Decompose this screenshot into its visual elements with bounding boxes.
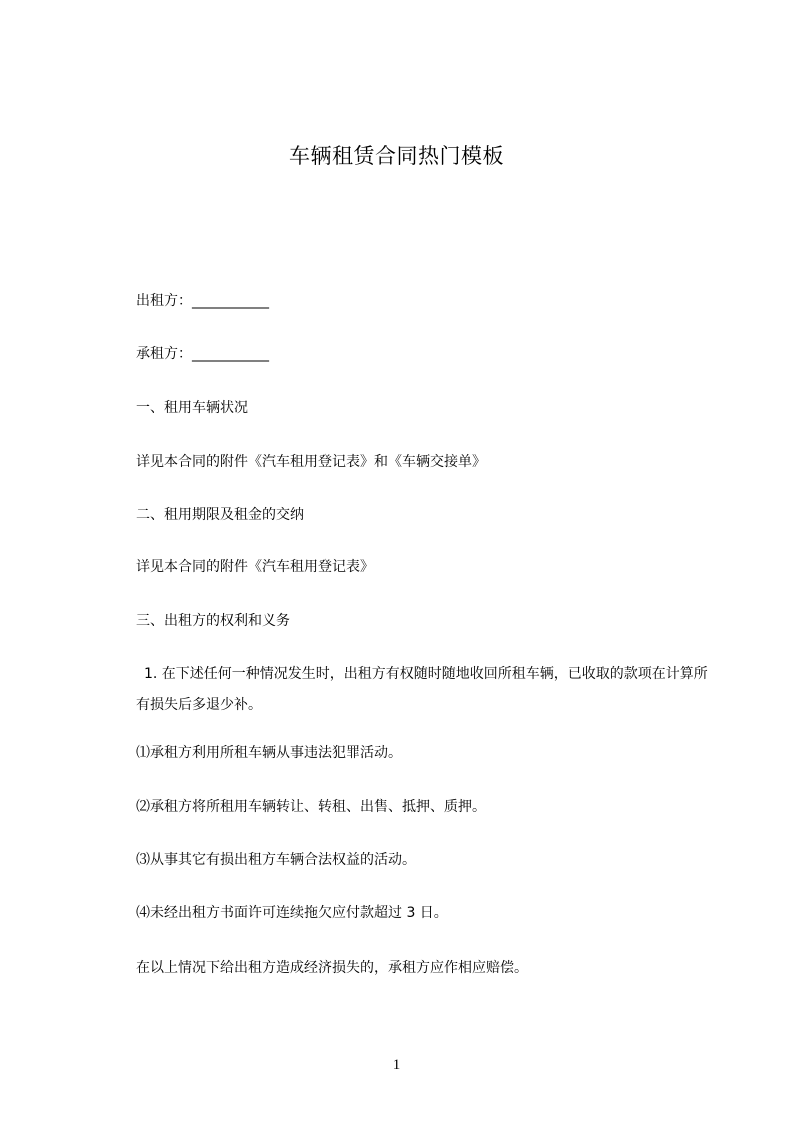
lessor-line: 出租方：___________ [136, 293, 269, 309]
closing-paragraph: 在以上情况下给出租方造成经济损失的，承租方应作相应赔偿。 [136, 960, 528, 976]
section-1-text: 详见本合同的附件《汽车租用登记表》和《车辆交接单》 [136, 454, 486, 470]
lessee-line: 承租方：___________ [136, 346, 269, 362]
clause-1: 1. 在下述任何一种情况发生时，出租方有权随时随地收回所租车辆，已收取的款项在计算所有损失后多退少补。 [136, 666, 708, 713]
section-2-text: 详见本合同的附件《汽车租用登记表》 [136, 559, 374, 575]
document-title: 车辆租赁合同热门模板 [289, 144, 504, 168]
clause-item-2: ⑵承租方将所租用车辆转让、转租、出售、抵押、质押。 [136, 799, 486, 815]
section-3-heading: 三、出租方的权利和义务 [136, 613, 290, 629]
page-number: 1 [392, 1057, 401, 1073]
clause-item-3: ⑶从事其它有损出租方车辆合法权益的活动。 [136, 852, 416, 868]
clause-item-4: ⑷未经出租方书面许可连续拖欠应付款超过 3 日。 [136, 905, 448, 921]
section-1-heading: 一、租用车辆状况 [136, 400, 248, 416]
section-2-heading: 二、租用期限及租金的交纳 [136, 507, 304, 523]
clause-item-1: ⑴承租方利用所租车辆从事违法犯罪活动。 [136, 745, 402, 761]
